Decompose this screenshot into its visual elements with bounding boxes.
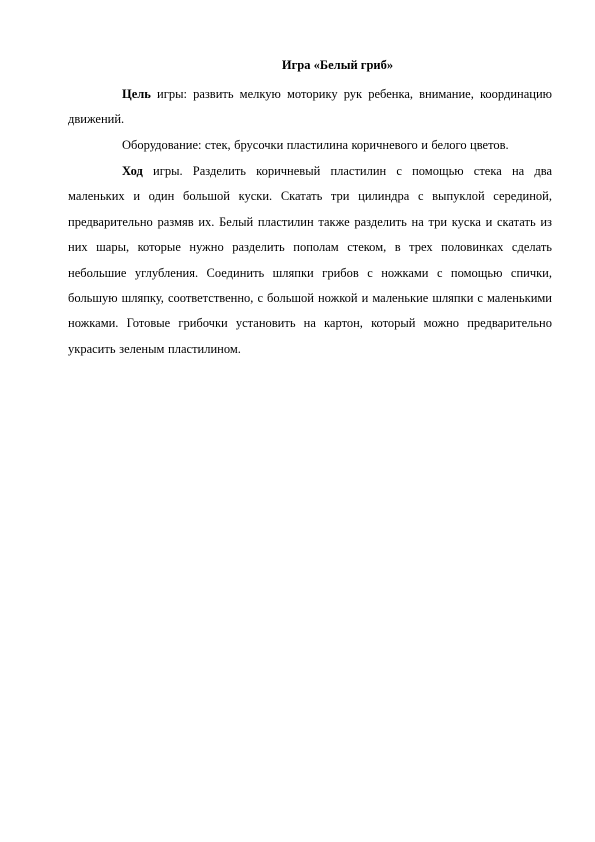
goal-label: Цель	[122, 87, 151, 101]
process-text: игры. Разделить коричневый пластилин с помощью стека на два маленьких и один большой куски. Скатать три цилиндра с выпуклой серединой, предварительно размяв их. Белый пластилин также разделить на три куска и скатать из них шары, которые нужно разделить пополам стеком, в трех половинках сделать небольшие углубления. Соединить шляпки грибов с ножками с помощью спички, большую шляпку, соответственно, с большой ножкой и маленькие шляпки с маленькими ножками. Готовые грибочки установить на картон, который можно предварительно украсить зеленым пластилином.	[68, 164, 552, 356]
equipment-text: Оборудование: стек, брусочки пластилина коричневого и белого цветов.	[122, 138, 509, 152]
process-paragraph	[68, 159, 552, 362]
document-title: Игра «Белый гриб»	[281, 58, 394, 72]
goal-paragraph	[68, 82, 552, 133]
goal-text: игры: развить мелкую моторику рук ребенка, внимание, координацию движений.	[68, 87, 552, 127]
equipment-paragraph	[68, 133, 552, 158]
process-label: Ход	[122, 164, 143, 178]
